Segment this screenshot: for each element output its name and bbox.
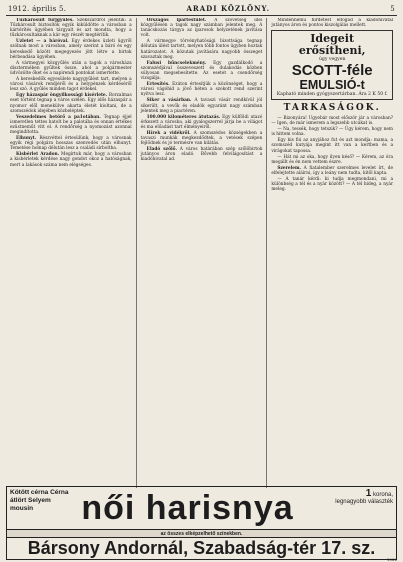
ad-product: EMULSIÓ-t bbox=[299, 77, 365, 92]
article: Veszedelmes betörő a pa1otában. Tegnap éjjel ismeretlen tettes hatolt be a palotába és onnan értékes ezüstneműt vitt el. A rendőrség a nyomozást azonnal megindította. bbox=[10, 114, 132, 135]
issue-date: 1912. április 5. bbox=[8, 5, 67, 13]
notice: Mindennemű hirdetést elfogad a kiadóhivatal jutányos áron és pontos kiszolgálás mellett. bbox=[271, 18, 394, 29]
article: Elhunyt. Részvéttel értesülünk, hogy a városnak egyik régi polgára hosszas szenvedés után elhunyt. Temetése holnap délután lesz a családi sírboltba. bbox=[10, 136, 132, 152]
ad-price-note: legnagyobb választék bbox=[335, 499, 393, 505]
article: Országos ipartestület. A szövetség idei közgyűlésén a tagok nagy számban jelentek meg. A tanácskozás tárgya az iparosok helyzetének javítása volt. bbox=[140, 18, 263, 39]
anecdote: Szerelem. A fiatalember szerelmes levelet írt, de elfelejtette aláírni, így a leány nem tudta, kitől kapta. bbox=[271, 165, 394, 176]
ad-headline: Idegeit erősítheni, bbox=[298, 32, 366, 58]
anecdote: — Bizonyára! Ugyebár most először jár a városban? — Igen, de már ismerem a legszebb utcákat is. bbox=[271, 116, 394, 127]
article: Eladó szőlő. A város határában szép szőlőbirtok jutányos áron eladó. Bővebb felvilágosítást a kiadóhivatal ad. bbox=[140, 147, 263, 163]
paper-title: ARADI KÖZLÖNY. bbox=[186, 4, 271, 13]
ad-shop-address: Bársony Andornál, Szabadság-tér 17. sz. bbox=[27, 538, 376, 558]
article: Siker a vásárban. A tavaszi vásár rendkívül jól sikerült, a vevők és eladók egyaránt nagy számban jelentek meg a piactéren. bbox=[140, 98, 263, 114]
article: Uzletet — a báróval. Egy érdekes üzleti ügyről szólnak most a városban, amely szerint a báró és egy kereskedő között megegyezés jött létre a birtok bérbeadása ügyében. bbox=[10, 39, 132, 60]
ad-price-block bbox=[302, 487, 396, 529]
ad-note: Kapható minden gyógyszertárban. Ára 2 K 50 f. bbox=[276, 91, 388, 97]
article: Tűzkárosult fűrjgyűlés. Szekszárdról jelentik: a Tűzkárosult biztosítók egyik kiküldötte a városban a kártérítés ügyében tárgyalt és azt mondta, hogy a tűzkárosultaknak a kár egy részét megtérítik. bbox=[10, 18, 132, 39]
scott-emulsion-ad bbox=[271, 30, 393, 100]
article: A vármegye törvényhatósági bizottsága tegnap délután ülést tartott, melyen több fontos ügyben hoztak határozatot. A közutak javítására nagyobb összeget szavaztak meg. bbox=[140, 39, 263, 60]
anecdote: — Hát mi az oka, hogy ilyen késő? — Kérem, az óra megállt és én nem vettem észre. bbox=[271, 154, 394, 165]
article: Egy házaspár öngyilkossági kísérlete. Borzalmas eset történt tegnap a város szélén. Egy idős házaspár a nyomor elől menekülve akarta életét kioltani, de a szomszédok idejében közbeléptek. bbox=[10, 93, 132, 114]
ad-price: 1 bbox=[365, 488, 372, 499]
article: Falusi bűncselekmény. Egy gazdálkodó a szomszédjával összeveszett és dulakodás közben súlyosan megsebesítette. Az esetet a csendőrség vizsgálja. bbox=[140, 60, 263, 82]
section-title: TARKASÁGOK. bbox=[283, 103, 381, 113]
article: 100.000 kilométeres átutazás. Egy külföldi utazó érkezett a városba, aki gyalogszerrel járja be a világot és ma előadást tart élményeiről. bbox=[140, 114, 263, 130]
ad-brand: SCOTT-féle bbox=[291, 61, 373, 79]
ad-subline: úgy vegyen bbox=[318, 57, 346, 63]
article: A vármegyei közgyűlés után a tagok a városháza dísztermében gyűltek össze, ahol a polgármester üdvözölte őket és a napirendi pontokat ismertette. bbox=[10, 60, 132, 76]
article: Ertesítés. Ezúton értesítjük a közönséget, hogy a városi vágóhíd a jövő héten a szokott rend szerint nyitva lesz. bbox=[140, 82, 263, 98]
article-columns bbox=[6, 18, 397, 488]
anecdote: — Na, tessék, hogy tetszik? — Úgy kérem, hogy nem is hittem volna. bbox=[271, 127, 394, 138]
column-middle bbox=[136, 18, 267, 488]
masthead bbox=[6, 4, 397, 16]
ad-main-title: női harisnya bbox=[81, 489, 294, 527]
ad-colors-bar: az összes elképzelhető színekben. bbox=[7, 530, 396, 538]
article: Kisbérlet Aradon. Megírtuk már, hogy a városban a kisbérletek kérdése nagy gondot okoz a hatóságnak, mert a lakások száma nem elégséges. bbox=[10, 152, 132, 168]
stocking-advertisement bbox=[6, 486, 397, 560]
column-left bbox=[6, 18, 136, 488]
anecdote: — A tanár kérdi: ki tudja megmondani, mi a különbség a tél és a nyár között? — A tél hideg, a nyár meleg. bbox=[271, 177, 394, 193]
article: Hírek a vidékről. A szomszédos községekben a tavaszi munkák megkezdődtek, a vetések szépen fejlődnek és jó termésre van kilátás. bbox=[140, 130, 263, 147]
article: A kereskedők egyesülete nagygyűlést tart, melyen a városi vásárok rendjéről és a helypénzek kérdéséről lesz szó. A gyűlés minden tagot érdekel. bbox=[10, 77, 132, 93]
ad-top-row bbox=[7, 487, 396, 530]
ad-left-text: Kötött cérna Cérna átlört Selyem mousin bbox=[10, 489, 69, 512]
anecdote: Egy kis fiú az anyjához fut és azt mondja: mama, a szomszéd kutyája megint itt van a kertben és a virágokat tapossa. bbox=[271, 138, 394, 154]
print-number: 1082 bbox=[386, 557, 397, 562]
ad-price-unit: korona, bbox=[372, 492, 393, 498]
column-right bbox=[266, 18, 397, 488]
page-number: 5 bbox=[390, 5, 395, 13]
